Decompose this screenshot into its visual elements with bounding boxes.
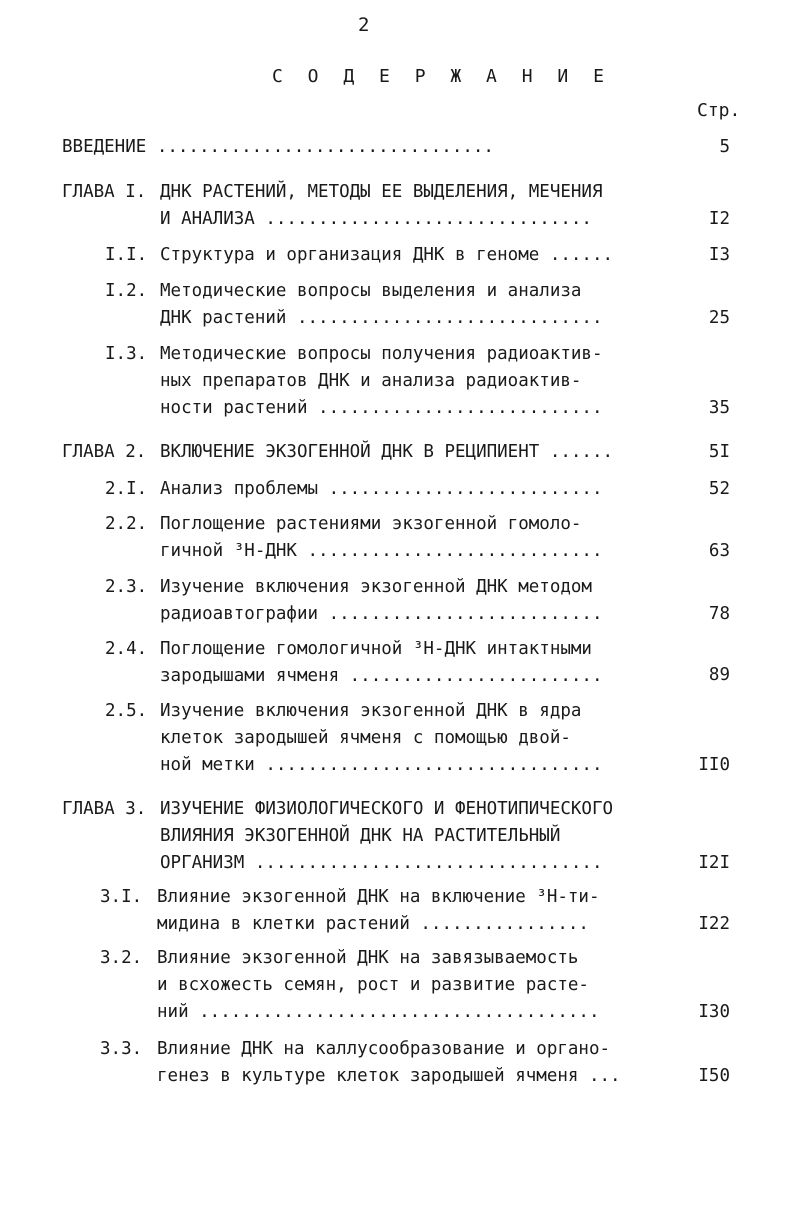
toc-entry-title-line: ности растений ...........................	[160, 398, 603, 418]
toc-entry-number: 3.I.	[100, 887, 143, 907]
toc-entry-number: I.3.	[105, 344, 148, 364]
toc-entry-number: ГЛАВА 2.	[62, 442, 147, 462]
toc-entry-title-line: Изучение включения экзогенной ДНК методом	[160, 577, 592, 597]
toc-entry-title-line: мидина в клетки растений ................	[157, 914, 589, 934]
toc-entry-title-line: Структура и организация ДНК в геноме ......	[160, 245, 614, 265]
toc-entry-title-line: зародышами ячменя ........................	[160, 666, 603, 686]
toc-entry-title-line: Влияние экзогенной ДНК на завязываемость	[157, 948, 579, 968]
toc-entry-title-line: Методические вопросы получения радиоактив-	[160, 344, 603, 364]
toc-entry-page: I2I	[698, 853, 730, 873]
toc-entry-title-line: Изучение включения экзогенной ДНК в ядра	[160, 701, 582, 721]
toc-entry-number: 2.4.	[105, 639, 148, 659]
toc-entry-title-line: ДНК РАСТЕНИЙ, МЕТОДЫ ЕЕ ВЫДЕЛЕНИЯ, МЕЧЕНИЯ	[160, 182, 603, 202]
toc-entry-number: 3.2.	[100, 948, 143, 968]
toc-entry-page: 25	[708, 308, 730, 328]
toc-entry-title-line: Поглощение растениями экзогенной гомоло-	[160, 514, 582, 534]
toc-entry-page: 35	[708, 398, 730, 418]
toc-entry-title-line: Анализ проблемы ..........................	[160, 479, 603, 499]
toc-entry-title-line: гичной ³Н-ДНК ............................	[160, 541, 603, 561]
toc-entry-page: I22	[698, 914, 730, 934]
page-number: 2	[358, 14, 370, 36]
toc-entry-title-line: и всхожесть семян, рост и развитие расте-	[157, 975, 589, 995]
toc-entry-title-line: ИЗУЧЕНИЕ ФИЗИОЛОГИЧЕСКОГО И ФЕНОТИПИЧЕСКОГО	[160, 799, 614, 819]
toc-entry-title-line: ВЛИЯНИЯ ЭКЗОГЕННОЙ ДНК НА РАСТИТЕЛЬНЫЙ	[160, 826, 561, 846]
toc-entry-title-line: ДНК растений .............................	[160, 308, 603, 328]
toc-entry-page: 5I	[708, 442, 730, 462]
toc-entry-page: 89	[708, 665, 730, 685]
toc-entry-title-line: ний ......................................	[157, 1002, 600, 1022]
toc-entry-title-line: Методические вопросы выделения и анализа	[160, 281, 582, 301]
toc-entry-title-line: радиоавтографии ..........................	[160, 604, 603, 624]
toc-entry-number: ГЛАВА I.	[62, 182, 147, 202]
toc-entry-title-line: Влияние ДНК на каллусообразование и органо-	[157, 1039, 611, 1059]
toc-entry-title-line: Поглощение гомологичной ³Н-ДНК интактными	[160, 639, 592, 659]
toc-entry-number: 2.I.	[105, 479, 148, 499]
toc-entry-number: I.I.	[105, 245, 148, 265]
toc-entry-title-line: ВКЛЮЧЕНИЕ ЭКЗОГЕННОЙ ДНК В РЕЦИПИЕНТ ......	[160, 442, 614, 462]
toc-entry-page: I3	[708, 245, 730, 265]
page-column-header: Стр.	[697, 100, 741, 121]
toc-entry-page: 63	[708, 541, 730, 561]
toc-entry-title-line: ной метки ................................	[160, 755, 603, 775]
toc-entry-page: 78	[708, 604, 730, 624]
toc-entry-title-line: И АНАЛИЗА ...............................	[160, 209, 592, 229]
toc-entry-page: I30	[698, 1002, 730, 1022]
toc-entry-title-line: ВВЕДЕНИЕ ................................	[62, 137, 494, 157]
toc-entry-number: 3.3.	[100, 1039, 143, 1059]
toc-entry-title-line: ных препаратов ДНК и анализа радиоактив-	[160, 371, 582, 391]
toc-entry-page: 52	[708, 479, 730, 499]
toc-entry-number: 2.3.	[105, 577, 148, 597]
toc-entry-title-line: Влияние экзогенной ДНК на включение ³Н-ти-	[157, 887, 600, 907]
toc-entry-number: 2.2.	[105, 514, 148, 534]
toc-entry-page: II0	[698, 755, 730, 775]
page-title: С О Д Е Р Ж А Н И Е	[272, 66, 611, 87]
toc-entry-number: I.2.	[105, 281, 148, 301]
toc-entry-page: I2	[708, 209, 730, 229]
toc-entry-number: ГЛАВА 3.	[62, 799, 147, 819]
toc-entry-title-line: клеток зародышей ячменя с помощью двой-	[160, 728, 571, 748]
toc-entry-number: 2.5.	[105, 701, 148, 721]
toc-entry-title-line: генез в культуре клеток зародышей ячменя ...	[157, 1066, 621, 1086]
toc-entry-page: I50	[698, 1066, 730, 1086]
toc-entry-title-line: ОРГАНИЗМ .................................	[160, 853, 603, 873]
toc-entry-page: 5	[719, 137, 730, 157]
